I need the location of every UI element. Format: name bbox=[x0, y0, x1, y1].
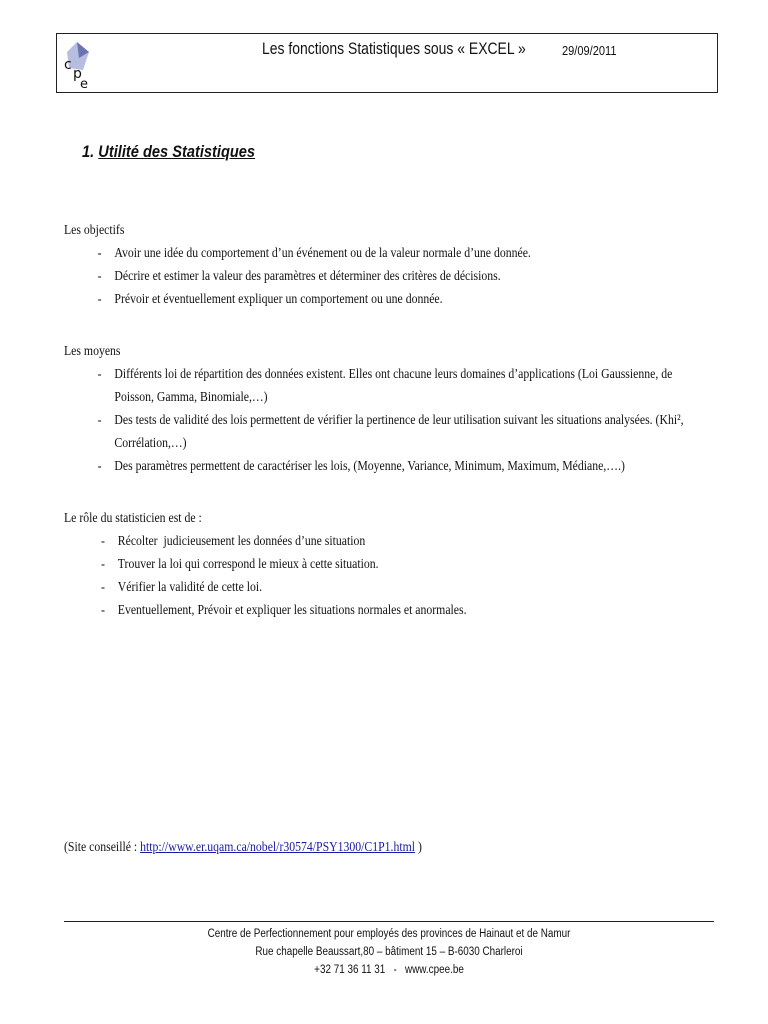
list-item: - Des paramètres permettent de caractériser les lois, (Moyenne, Variance, Minimum, Maximum, Médiane,….) bbox=[64, 455, 702, 478]
list-item: - Trouver la loi qui correspond le mieux à cette situation. bbox=[64, 553, 702, 576]
list-item: - Différents loi de répartition des données existent. Elles ont chacune leurs domaines d’applications (Loi Gaussienne, de Poisson, Gamma, Binomiale,…) bbox=[64, 363, 702, 409]
list-item: - Eventuellement, Prévoir et expliquer les situations normales et anormales. bbox=[64, 599, 702, 622]
dash-marker: - bbox=[100, 534, 105, 549]
objectifs-list bbox=[64, 242, 702, 311]
role-list bbox=[64, 530, 702, 622]
role-block bbox=[64, 507, 702, 622]
moyens-list bbox=[64, 363, 702, 478]
dash-marker: - bbox=[97, 292, 102, 307]
moyens-label: Les moyens bbox=[64, 344, 121, 359]
section-title: Utilité des Statistiques bbox=[98, 142, 256, 161]
role-label: Le rôle du statisticien est de : bbox=[64, 511, 202, 526]
document-date: 29/09/2011 bbox=[562, 43, 617, 58]
moyens-block bbox=[64, 340, 702, 478]
svg-text:e: e bbox=[80, 77, 88, 90]
footer-address: Rue chapelle Beaussart,80 – bâtiment 15 – B-6030 Charleroi bbox=[255, 946, 523, 958]
dash-marker: - bbox=[100, 580, 105, 595]
dash-marker: - bbox=[97, 246, 102, 261]
footer-divider bbox=[64, 921, 714, 922]
recommended-site bbox=[64, 840, 422, 856]
section-number: 1. bbox=[82, 142, 95, 161]
list-item: - Prévoir et éventuellement expliquer un comportement ou une donnée. bbox=[64, 288, 702, 311]
dash-marker: - bbox=[100, 557, 105, 572]
dash-marker: - bbox=[97, 269, 102, 284]
list-item: - Avoir une idée du comportement d’un événement ou de la valeur normale d’une donnée. bbox=[64, 242, 702, 265]
page-header bbox=[56, 33, 718, 93]
dash-marker: - bbox=[97, 413, 102, 428]
cpee-logo-icon bbox=[63, 40, 93, 90]
list-item: - Récolter judicieusement les données d’une situation bbox=[64, 530, 702, 553]
list-item: - Vérifier la validité de cette loi. bbox=[64, 576, 702, 599]
footer-organization: Centre de Perfectionnement pour employés des provinces de Hainaut et de Namur bbox=[207, 928, 571, 940]
footer-contact: +32 71 36 11 31 - www.cpee.be bbox=[314, 964, 464, 976]
list-item: - Décrire et estimer la valeur des paramètres et déterminer des critères de décisions. bbox=[64, 265, 702, 288]
svg-text:p: p bbox=[73, 66, 82, 82]
objectifs-label: Les objectifs bbox=[64, 223, 125, 238]
svg-text:c: c bbox=[64, 57, 72, 73]
dash-marker: - bbox=[97, 367, 102, 382]
dash-marker: - bbox=[97, 459, 102, 474]
objectifs-block bbox=[64, 219, 702, 311]
list-item: - Des tests de validité des lois permettent de vérifier la pertinence de leur utilisation suivant les situations analysées. (Khi², Corrélation,…) bbox=[64, 409, 702, 455]
dash-marker: - bbox=[100, 603, 105, 618]
page-footer bbox=[64, 925, 714, 979]
site-suffix: ) bbox=[415, 840, 422, 855]
site-link[interactable]: http://www.er.uqam.ca/nobel/r30574/PSY1300/C1P1.html bbox=[140, 840, 416, 855]
site-prefix: (Site conseillé : bbox=[64, 840, 141, 855]
document-title: Les fonctions Statistiques sous « EXCEL » bbox=[262, 39, 526, 58]
section-heading bbox=[82, 142, 255, 162]
